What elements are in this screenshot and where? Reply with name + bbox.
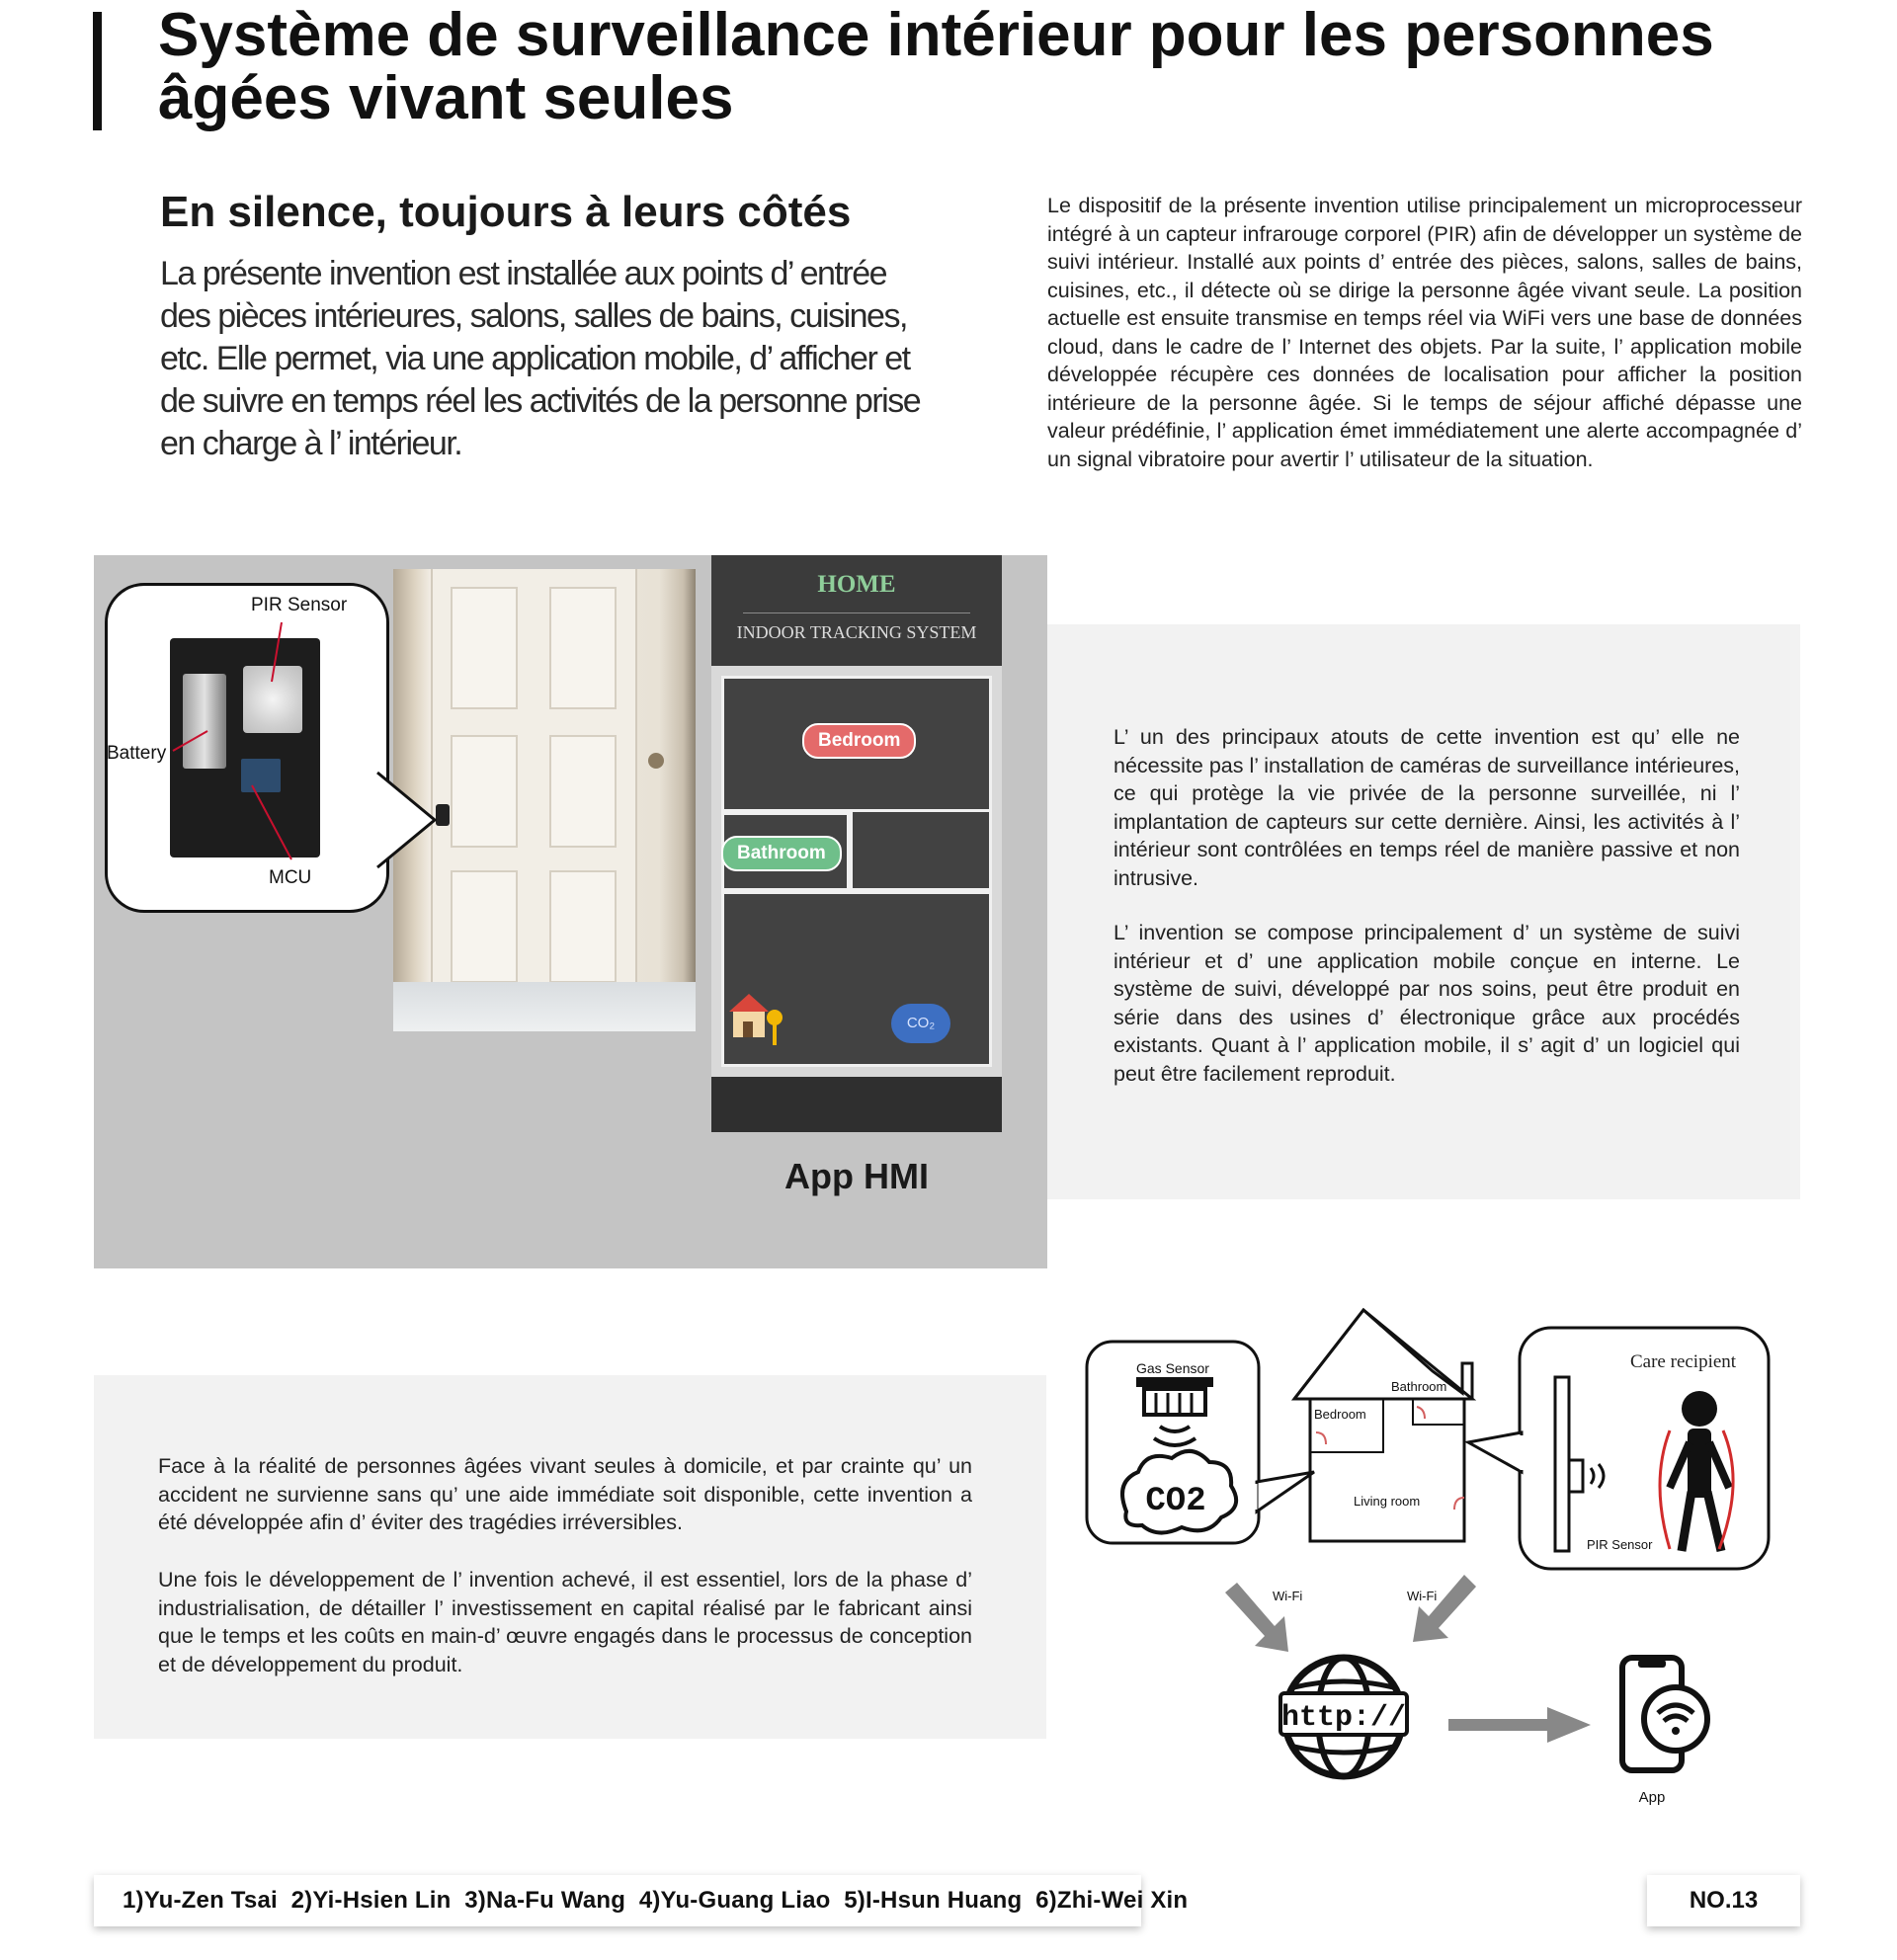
mcu-label: MCU (269, 867, 312, 888)
arrow-to-app (1448, 1707, 1591, 1743)
app-subtitle: INDOOR TRACKING SYSTEM (736, 622, 977, 642)
app-header-divider (743, 612, 970, 613)
wifi-arrow-right (1413, 1575, 1476, 1642)
page-title: Système de surveillance intérieur pour les personnes âgées vivant seules (158, 1, 1714, 132)
care-bubble-tail (1468, 1432, 1522, 1472)
system-diagram (1077, 1284, 1788, 1828)
diagram-http-text: http:// (1280, 1701, 1407, 1735)
co2-cloud-icon: CO₂ (891, 1004, 950, 1043)
diagram-living-room-label: Living room (1354, 1494, 1421, 1509)
gas-bubble-tail (1257, 1472, 1314, 1511)
diagram-co2-text: CO2 (1145, 1483, 1206, 1520)
motivation-box (94, 1375, 1046, 1739)
plan-room-corridor (850, 812, 992, 891)
house-key-icon (723, 982, 802, 1061)
device-leader-lines (99, 593, 395, 889)
section-subtitle: En silence, toujours à leurs côtés (160, 188, 852, 236)
authors-list: 1)Yu-Zen Tsai 2)Yi-Hsien Lin 3)Na-Fu Wang 4)Yu-Guang Liao 5)I-Hsun Huang 6)Zhi-Wei Xin (123, 1887, 1189, 1914)
house-bathroom (1413, 1399, 1464, 1425)
bedroom-badge[interactable]: Bedroom (802, 723, 916, 759)
battery-label: Battery (107, 743, 167, 764)
pir-sensor-label: PIR Sensor (251, 595, 348, 615)
advantages-box (1047, 624, 1800, 1199)
motivation-paragraph-2: Une fois le développement de l’ invention achevé, il est essentiel, lors de la phase d’ industrialisation, de détailler l’ investissement en capital réalisé par le fabricant ainsi que le temps et les coûts en main-d’ œuvre engagés dans le processus de conception et de développement du produit. (158, 1568, 972, 1676)
advantages-paragraph-2: L’ invention se compose principalement d’ un système de suivi intérieur et d’ une application mobile conçue en interne. Le système de suivi, développé par nos soins, peut être produit en série dans des usines d’ électronique grâce aux procédés existants. Quant à l’ application mobile, il s’ agit d’ un logiciel qui peut être facilement reproduit. (1113, 921, 1740, 1086)
app-footer-bar (711, 1077, 1002, 1132)
description-paragraph: Le dispositif de la présente invention utilise principalement un microprocesseur intégré à un capteur infrarouge corporel (PIR) afin de développer un système de suivi intérieur. Installé aux points d’ entrée des pièces, salons, salles de bains, cuisines, etc., il détecte où se dirige la personne âgée vivant seule. La position actuelle est ensuite transmise en temps réel via WiFi vers une base de données cloud, dans le cadre de l’ Internet des objets. Par la suite, l’ application mobile développée récupère ces données de localisation pour afficher la position intérieure de la personne âgée. Si le temps de séjour affiché dépasse une valeur prédéfinie, l’ application émet immédiatement une alerte accompagnée d’ un signal vibratoire pour avertir l’ utilisateur de la situation. (1047, 194, 1802, 471)
diagram-care-recipient-label: Care recipient (1630, 1351, 1737, 1372)
app-home-title: HOME (817, 571, 896, 598)
diagram-gas-sensor-label: Gas Sensor (1136, 1360, 1209, 1376)
diagram-bedroom-label: Bedroom (1314, 1407, 1366, 1422)
diagram-app-label: App (1638, 1789, 1666, 1806)
diagram-bathroom-label: Bathroom (1391, 1379, 1447, 1394)
title-accent-bar (93, 12, 102, 130)
diagram-wifi-left-label: Wi-Fi (1273, 1589, 1303, 1603)
door (431, 569, 637, 1031)
lead-paragraph: La présente invention est installée aux points d’ entrée des pièces intérieures, salons, salles de bains, cuisines, etc. Elle permet, via une application mobile, d’ afficher et de suivre en temps réel les activités de la personne prise en charge à l’ intérieur. (160, 255, 921, 462)
pir-sensor-icon (1569, 1460, 1583, 1492)
wall-icon (1555, 1377, 1569, 1551)
diagram-wifi-right-label: Wi-Fi (1407, 1589, 1438, 1603)
floor-tiles (393, 982, 696, 1031)
diagram-pir-sensor-label: PIR Sensor (1587, 1537, 1653, 1552)
motivation-paragraph-1: Face à la réalité de personnes âgées vivant seules à domicile, et par crainte qu’ un accident ne survienne sans qu’ une aide immédiate soit disponible, cette invention a été développée afin d’ éviter des tragédies irréversibles. (158, 1454, 972, 1534)
advantages-paragraph-1: L’ un des principaux atouts de cette invention est qu’ elle ne nécessite pas l’ installation de caméras de surveillance intérieures, ce qui protège la vie privée de la personne surveillée, ni l’ implantation de capteurs sur cette dernière. Ainsi, les activités à l’ intérieur sont contrôlées en temps réel de manière passive et non intrusive. (1113, 725, 1740, 890)
bathroom-badge[interactable]: Bathroom (721, 836, 842, 871)
phone-icon (1622, 1658, 1707, 1770)
door-knob (648, 753, 664, 769)
app-hmi-caption: App HMI (784, 1156, 929, 1196)
entry-number: NO.13 (1689, 1887, 1759, 1914)
